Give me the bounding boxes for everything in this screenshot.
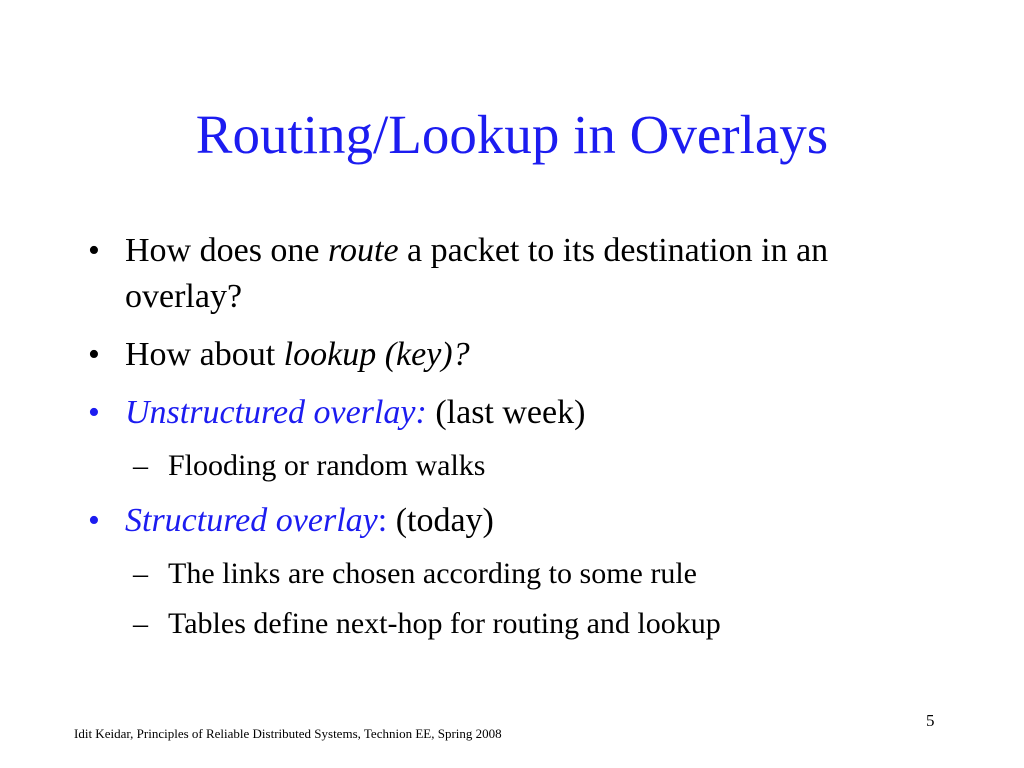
bullet-lookup-question	[0, 332, 945, 378]
sub-bullet-text: The links are chosen according to some rule	[168, 557, 697, 590]
slide-title: Routing/Lookup in Overlays	[195, 104, 829, 165]
bullet-emphasis: route	[328, 232, 399, 269]
bullet-list	[0, 228, 1024, 656]
page-number: 5	[926, 711, 935, 730]
bullet-text-post: (today)	[387, 502, 494, 539]
sub-bullet-text: Flooding or random walks	[168, 449, 486, 482]
bullet-text-post: (last week)	[426, 394, 586, 431]
bullet-unstructured-overlay	[0, 390, 945, 436]
dash-icon: –	[133, 449, 148, 482]
bullet-text-pre: How about	[125, 336, 284, 373]
bullet-dot-icon: •	[88, 336, 100, 373]
sub-bullet-tables-next-hop	[0, 604, 1024, 644]
sub-bullet-links-rule	[0, 554, 1024, 594]
bullet-dot-icon: •	[88, 232, 100, 269]
bullet-structured-overlay	[0, 498, 945, 544]
bullet-emphasis: Structured overlay	[125, 502, 378, 539]
dash-icon: –	[133, 557, 148, 590]
footer-citation: Idit Keidar, Principles of Reliable Distributed Systems, Technion EE, Spring 2008	[74, 726, 502, 741]
bullet-text-post: a packet to its destination in an overlay?	[125, 232, 829, 315]
bullet-dot-icon: •	[88, 394, 100, 431]
bullet-emphasis: Unstructured overlay:	[125, 394, 427, 431]
sub-bullet-text: Tables define next-hop for routing and lookup	[168, 607, 721, 640]
bullet-dot-icon: •	[88, 502, 100, 539]
sub-bullet-flooding	[0, 446, 1024, 486]
bullet-text-pre: How does one	[125, 232, 329, 269]
dash-icon: –	[133, 607, 148, 640]
bullet-route-question	[0, 228, 945, 320]
bullet-emphasis: lookup (key)?	[283, 336, 470, 373]
bullet-colon: :	[377, 502, 388, 539]
